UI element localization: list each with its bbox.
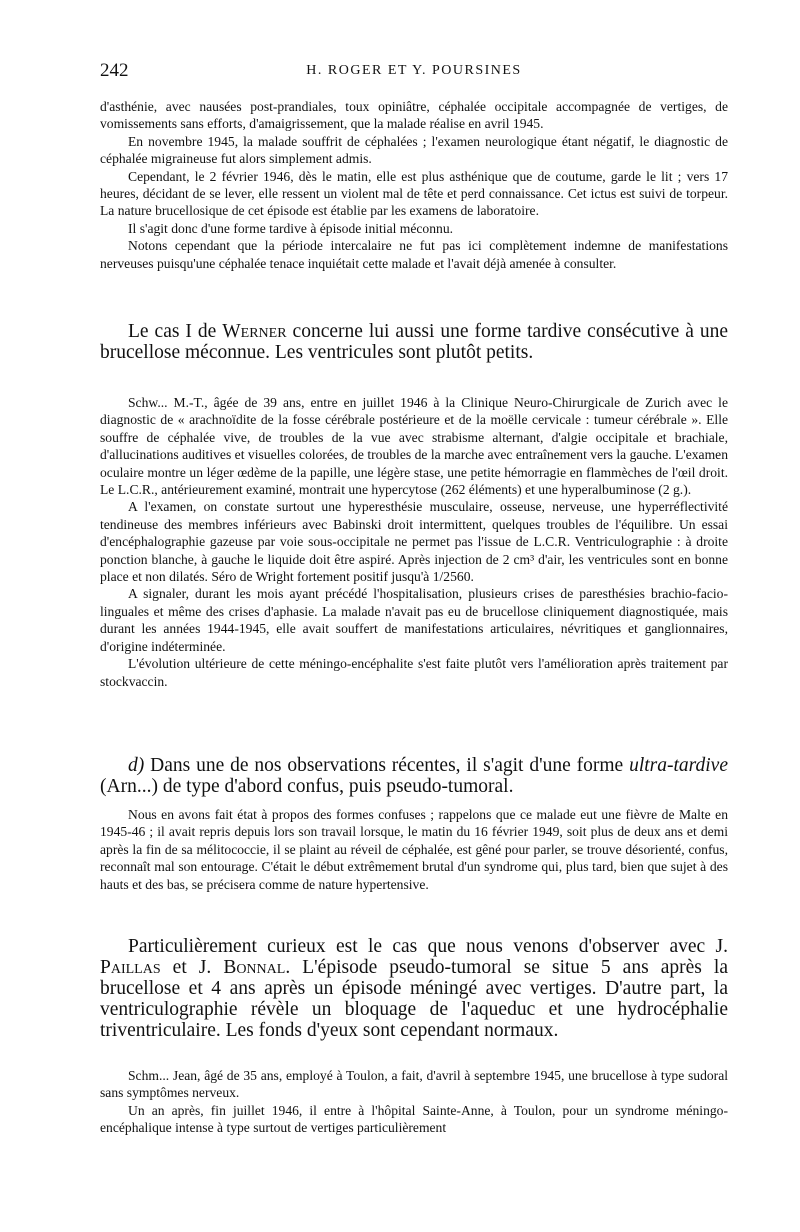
author-name: Paillas bbox=[100, 957, 161, 978]
paragraph: A signaler, durant les mois ayant précédé l'hospitalisation, plusieurs crises de paresthésies brachio-facio-linguales et même des crises d'aphasie. La malade n'avait pas eu de brucellose cliniquement diagnostiquée, mais durant les années 1944-1945, elle avait souffert de manifestations articulaires, névritiques et ganglionnaires, d'origine indéterminée. bbox=[100, 586, 728, 654]
paragraph-block-4 bbox=[100, 1067, 728, 1137]
paragraph: Nous en avons fait état à propos des formes confuses ; rappelons que ce malade eut une fièvre de Malte en 1945-46 ; il avait repris depuis lors son travail lorsque, le matin du 16 février 1949, soit plus de deux ans et demi après la fin de sa mélitococcie, il se plaint au réveil de céphalée, est gêné pour parler, se trouve désorienté, confus, reconnaît mal son entourage. C'était le début extrêmement brutal d'un syndrome qui, plus tard, bien que sujet à des hauts et des bas, se précisera comme de nature hypertensive. bbox=[100, 807, 728, 892]
large-paragraph-1 bbox=[100, 321, 728, 363]
paragraph: Le cas I de Werner concerne lui aussi une forme tardive consécutive à une brucellose méconnue. Les ventricules sont plutôt petits. bbox=[100, 321, 728, 363]
paragraph: L'évolution ultérieure de cette méningo-encéphalite s'est faite plutôt vers l'amélioration après traitement par stockvaccin. bbox=[100, 656, 728, 689]
paragraph: Schm... Jean, âgé de 35 ans, employé à Toulon, a fait, d'avril à septembre 1945, une brucellose à type sudoral sans symptômes nerveux. bbox=[100, 1068, 728, 1101]
paragraph: Un an après, fin juillet 1946, il entre à l'hôpital Sainte-Anne, à Toulon, pour un syndrome méningo-encéphalique intense à type surtout de vertiges particulièrement bbox=[100, 1102, 728, 1136]
paragraph-block-2 bbox=[100, 394, 728, 690]
paragraph: Notons cependant que la période intercalaire ne fut pas ici complètement indemne de manifestations nerveuses puisqu'une céphalée tenace inquiétait cette malade et l'avait déjà amenée à consulter. bbox=[100, 238, 728, 271]
running-head: H. ROGER ET Y. POURSINES bbox=[306, 63, 522, 78]
paragraph: Schw... M.-T., âgée de 39 ans, entre en juillet 1946 à la Clinique Neuro-Chirurgicale de Zurich avec le diagnostic de « arachnoïdite de la fosse cérébrale postérieure et de la moëlle cervicale : tumeur cérébrale ». Elle souffre de céphalée vive, de troubles de la vue avec strabisme alternant, d'algie occipitale et brachiale, d'allucinations auditives et visuelles colorées, de troubles de la marche avec entraînement vers la gauche. L'examen oculaire montre un léger œdème de la papille, une légère stase, une petite hémorragie en flammèches de l'œil droit. Le L.C.R., antérieurement examiné, montrait une hypercytose (262 éléments) et une hyperalbuminose (2 g.). bbox=[100, 395, 728, 498]
paragraph: d'asthénie, avec nausées post-prandiales, toux opiniâtre, céphalée occipitale accompagnée de vertiges, de vomissements sans efforts, d'amaigrissement, que la malade réalise en avril 1945. bbox=[100, 99, 728, 132]
section-label: d) bbox=[128, 755, 145, 776]
paragraph: Il s'agit donc d'une forme tardive à épisode initial méconnu. bbox=[128, 220, 454, 236]
page-header bbox=[100, 60, 728, 84]
author-name: Bonnal bbox=[223, 957, 286, 978]
paragraph: A l'examen, on constate surtout une hyperesthésie musculaire, osseuse, nerveuse, une hyperréflectivité tendineuse des membres inférieurs avec Babinski droit intermittent, quelques troubles de l'équilibre. Un essai d'encéphalographie gazeuse par voie sous-occipitale ne permet pas l'issue de L.C.R. Ventriculographie : à droite ponction blanche, à gauche le liquide doit être aspiré. Après injection de 2 cm³ d'air, les ventricules sont en bonne place et non dilatés. Séro de Wright fortement positif jusqu'à 1/2560. bbox=[100, 499, 728, 585]
page-number: 242 bbox=[100, 60, 129, 81]
large-paragraph-2 bbox=[100, 755, 728, 797]
paragraph: En novembre 1945, la malade souffrit de céphalées ; l'examen neurologique étant négatif, le diagnostic de céphalée migraineuse fut alors simplement admis. bbox=[100, 133, 728, 167]
author-name: Werner bbox=[222, 321, 287, 342]
paragraph: Cependant, le 2 février 1946, dès le matin, elle est plus asthénique que de coutume, garde le lit ; vers 17 heures, décidant de se lever, elle ressent un violent mal de tête et perd connaissance. Cet ictus est suivi de torpeur. La nature brucellosique de cet épisode est établie par les examens de laboratoire. bbox=[100, 168, 728, 219]
paragraph: Particulièrement curieux est le cas que nous venons d'observer avec J. Paillas et J. Bonnal. L'épisode pseudo-tumoral se situe 5 ans après la brucellose et 4 ans après un épisode méningé avec vertiges. D'autre part, la ventriculographie révèle un bloquage de l'aqueduc et une hydrocéphalie triventriculaire. Les fonds d'yeux sont cependant normaux. bbox=[100, 936, 728, 1041]
paragraph-block-3 bbox=[100, 806, 728, 893]
paragraph: d) Dans une de nos observations récentes, il s'agit d'une forme ultra-tardive (Arn...) de type d'abord confus, puis pseudo-tumoral. bbox=[100, 755, 728, 797]
large-paragraph-3 bbox=[100, 936, 728, 1041]
paragraph-block-1 bbox=[100, 98, 728, 272]
